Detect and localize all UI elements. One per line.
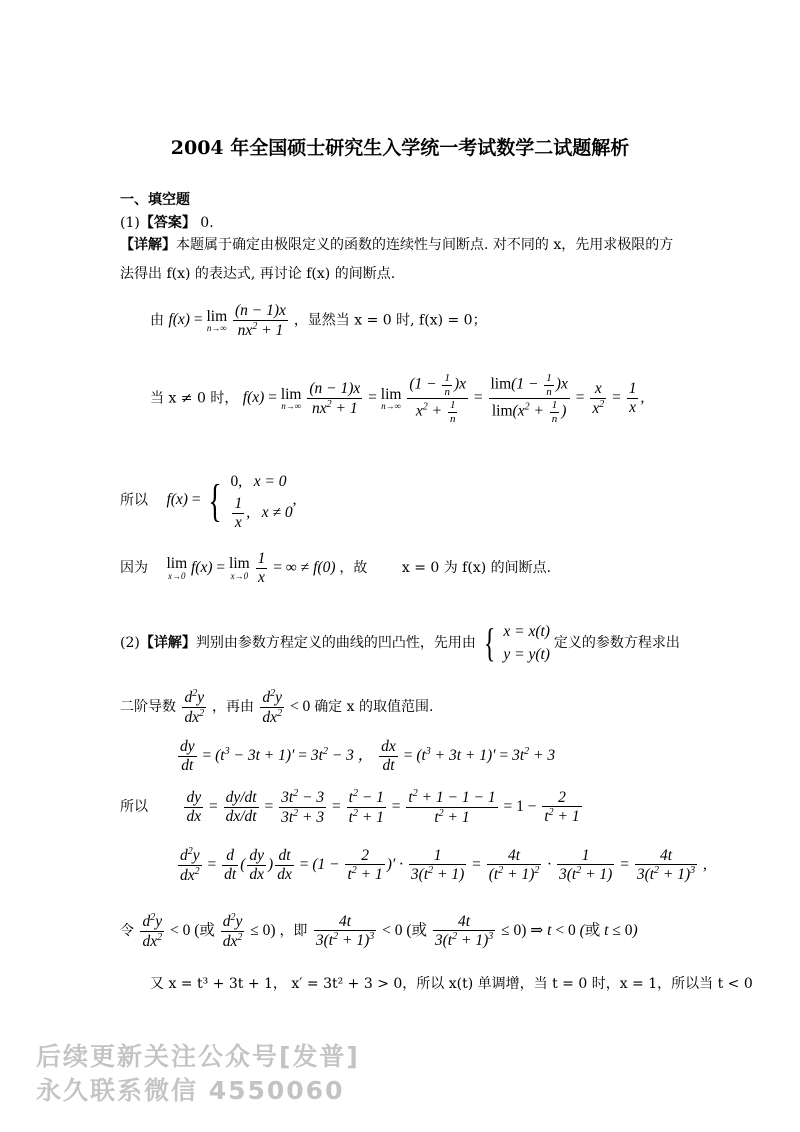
q1-step4-prefix: 因为 [120,559,148,576]
q2-derivatives [176,738,555,775]
q2-let-formula: $\frac{d^2y}{dx^2}$ < 0 (或 $\frac{d^2y}{dx^2}$ ≤ 0) [142,912,276,951]
q1-answer-value: 0. [200,215,214,231]
section-heading-fill-blank: 一、填空题 [120,192,190,208]
q2-let-prefix: 令 [120,923,134,940]
q1-step4-mid: ，故 [339,559,368,576]
q2-let-mid: ，即 [279,923,308,940]
q2-line1-suffix: 定义的参数方程求出 [553,634,680,651]
q2-line1 [120,620,680,667]
q1-detail-text1: 本题属于确定由极限定义的函数的连续性与间断点. 对不同的 x，先用求极限的方 [176,237,674,253]
q2-final-line: 又 x = t³ + 3t + 1， x′ = 3t² + 3 > 0，所以 x(t) 单调增，当 t = 0 时，x = 1，所以当 t < 0 [150,976,753,992]
q1-step2-formula: f(x) = lim n→∞ $\frac{(n - 1)x}{nx^2 + 1}$ = lim n→∞ (1 − $\frac{1}{n}$ )x $x^2$ + $\frac{1}{n}$ = lim(1 − $\frac{1}{n}$ )x $\lim(x^2$ + $\frac{1}{n}$ ) = $\frac{x}{x^2}$ = $\frac{1}{x}$ , [242,372,645,425]
q2-first-derivative: $\frac{dy}{dx}$ = $\frac{dy/dt}{dx/dt}$ = $\frac{3t^2 - 3}{3t^2 + 3}$ = $\frac{t^2 - 1}{t^2 + 1}$ = $\frac{t^2 + 1 - 1 - 1}{t^2 + 1}$ = 1 − $\frac{2}{t^2 + 1}$ [186,788,580,827]
q1-answer-line [120,212,214,232]
q1-step1 [150,302,487,340]
q1-step2 [150,372,644,426]
watermark-line1: 后续更新关注公众号[发普] [36,1042,360,1071]
q2-line2-prefix: 二阶导数 [120,699,176,716]
q2-param-system: { x = x(t) y = y(t) [484,620,550,666]
q2-so-line [120,788,584,827]
q1-step4-formula: lim x→0 f(x) = lim x→0 $\frac{1}{x}$ = ∞ ≠ f(0) [166,550,340,586]
q2-line2 [120,688,433,727]
q2-so-label: 所以 [120,799,148,816]
q2-second-derivative-line [176,846,707,885]
q1-answer-tag: 【答案】 [139,215,196,231]
q1-step1-prefix: 由 [150,312,164,329]
q1-step2-prefix: 当 x ≠ 0 时， [150,390,239,407]
q1-detail-line1 [120,234,673,254]
q1-step4-suffix: x = 0 为 f(x) 的间断点. [401,559,552,576]
page-title: 2004 年全国硕士研究生入学统一考试数学二试题解析 [170,137,630,159]
q2-let-result: $\frac{4t}{3(t^2 + 1)^3}$ < 0 (或 $\frac{4t}{3(t^2 + 1)^3}$ ≤ 0) ⇒ t < 0 (或 t ≤ 0) [315,912,638,950]
q1-piecewise: f(x) = { 0, x = 0 $\frac{1}{x}$ , x ≠ 0 , [166,473,297,531]
q2-second-derivative: $\frac{d^2y}{dx^2}$ [184,688,205,727]
q1-detail-line2: 法得出 f(x) 的表达式, 再讨论 f(x) 的间断点. [120,266,396,282]
q2-second-derivative-formula: $\frac{d^2y}{dx^2}$ = $\frac{d}{dt}$ ( $\frac{dy}{dx}$ ) $\frac{dt}{dx}$ = (1 − $\frac{2}{t^2 + 1}$ )′ · $\frac{1}{3(t^2 + 1)}$ = $\frac{4t}{(t^2 + 1)^2}$ · $\frac{1}{3(t^2 + 1)}$ = $\frac{4t}{3(t^2 + 1)^3}$ , [180,846,707,885]
q1-step4 [120,550,551,587]
q1-label: (1) [120,215,140,231]
q1-step1-suffix: ，显然当 x = 0 时, f(x) = 0； [293,312,487,329]
q1-step3-prefix: 所以 [120,492,148,509]
q1-detail-tag: 【详解】 [120,237,176,253]
q2-line1-text: 判别由参数方程定义的曲线的凹凸性，先用由 [195,634,476,651]
q2-let-line [120,912,638,951]
q2-line2-mid: ，再由 [211,699,254,716]
q2-line2-suffix: 确定 x 的取值范围. [314,699,434,716]
q2-detail-tag: 【详解】 [139,634,196,651]
q2-concavity-condition: $\frac{d^2y}{dx^2}$ < 0 [262,688,311,727]
q1-step1-formula: f(x) = lim n→∞ $\frac{(n - 1)x}{nx^2 + 1}$ [168,302,286,339]
q2-derivatives-formula: $\frac{dy}{dt}$ = $(t^3 - 3t + 1)' = 3t^2 - 3$ ， $\frac{dx}{dt}$ = $(t^3 + 3t + 1)' = 3t^2 + 3$ [180,738,556,774]
q1-step3 [120,470,296,531]
q2-label: (2) [120,634,140,651]
watermark-line2: 永久联系微信 4550060 [36,1076,345,1105]
